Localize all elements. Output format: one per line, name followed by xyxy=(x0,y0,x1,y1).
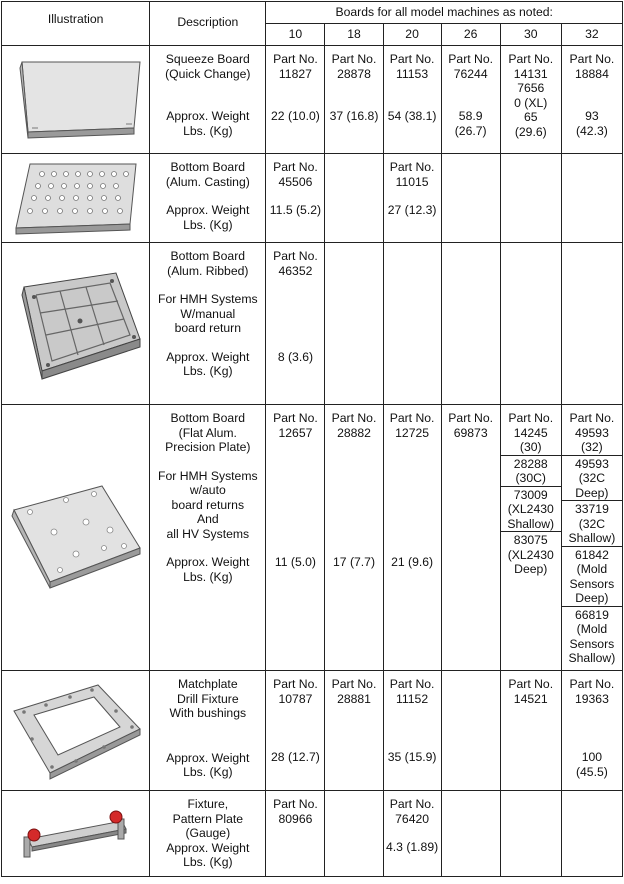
part-number: Part No. 46352 xyxy=(273,249,318,278)
description-cell xyxy=(150,405,266,671)
part-number: Part No. 14131 7656 0 (XL) xyxy=(508,52,554,110)
cell-model-32 xyxy=(561,405,622,671)
header-model-20: 20 xyxy=(383,24,441,46)
weight-value: 54 (38.1) xyxy=(387,109,437,123)
weight-value: 21 (9.6) xyxy=(391,555,434,569)
part-number: Part No. 28878 xyxy=(331,52,377,81)
illustration-cell xyxy=(2,791,150,877)
cell-model-30 xyxy=(500,243,561,405)
weight-value: 28 (12.7) xyxy=(271,750,320,764)
table-row xyxy=(2,243,623,405)
part-number: Part No. 76420 xyxy=(389,797,435,826)
illustration-cell xyxy=(2,46,150,154)
illustration-cell xyxy=(2,671,150,791)
cell-model-26 xyxy=(441,243,500,405)
part-number: Part No. 19363 xyxy=(569,677,615,706)
cell-model-18 xyxy=(325,46,383,154)
cell-model-10 xyxy=(266,671,325,791)
cell-model-32 xyxy=(561,671,622,791)
part-number: Part No. 80966 xyxy=(273,797,318,826)
header-model-26: 26 xyxy=(441,24,500,46)
weight-value: 93 (42.3) xyxy=(575,109,608,138)
pattern-plate-gauge-icon xyxy=(6,799,146,869)
system-note: For HMH Systems w/auto board returns And all HV Systems xyxy=(158,468,258,541)
sub-part: 28288 (30C) xyxy=(501,455,561,486)
cell-model-18 xyxy=(325,154,383,243)
squeeze-board-icon xyxy=(8,54,144,146)
cell-model-32 xyxy=(561,791,622,877)
header-boards-group: Boards for all model machines as noted: xyxy=(266,2,623,24)
cell-model-18 xyxy=(325,791,383,877)
part-number: Part No. 10787 xyxy=(273,677,318,706)
cell-model-20 xyxy=(383,154,441,243)
description-text: Squeeze Board (Quick Change) xyxy=(165,52,251,81)
part-number: Part No. 11153 xyxy=(389,52,435,81)
cell-model-32 xyxy=(561,154,622,243)
part-number: Part No. 69873 xyxy=(448,411,494,440)
weight-value: 8 (3.6) xyxy=(277,350,314,364)
weight-label: Approx. Weight Lbs. (Kg) xyxy=(166,203,250,232)
header-model-18: 18 xyxy=(325,24,383,46)
sub-part: 49593 (32C Deep) xyxy=(562,455,622,501)
weight-value: 4.3 (1.89) xyxy=(386,840,439,854)
table-row xyxy=(2,671,623,791)
system-note: For HMH Systems W/manual board return xyxy=(158,292,258,335)
sub-part: 83075 (XL2430 Deep) xyxy=(501,532,561,577)
illustration-cell xyxy=(2,154,150,243)
description-text: Matchplate Drill Fixture With bushings xyxy=(169,677,247,720)
part-number: Part No. 12657 xyxy=(273,411,318,440)
description-text: Bottom Board (Alum. Ribbed) xyxy=(167,249,249,278)
cell-model-30 xyxy=(500,405,561,671)
description-cell xyxy=(150,154,266,243)
sub-parts-30 xyxy=(501,410,561,577)
table-row xyxy=(2,154,623,243)
description-text: Bottom Board (Alum. Casting) xyxy=(165,160,250,189)
sub-part: 73009 (XL2430 Shallow) xyxy=(501,486,561,532)
cell-model-10 xyxy=(266,405,325,671)
cell-model-30 xyxy=(500,46,561,154)
weight-value: 22 (10.0) xyxy=(271,109,320,123)
header-description: Description xyxy=(150,2,266,46)
cell-model-10 xyxy=(266,154,325,243)
cell-model-18 xyxy=(325,405,383,671)
sub-parts-32 xyxy=(562,410,622,666)
header-illustration: Illustration xyxy=(2,2,150,46)
description-text: Bottom Board (Flat Alum. Precision Plate) xyxy=(165,411,251,454)
sub-part: 61842 (Mold Sensors Deep) xyxy=(562,546,622,606)
cell-model-26 xyxy=(441,46,500,154)
table-row xyxy=(2,46,623,154)
description-cell xyxy=(150,46,266,154)
cell-model-20 xyxy=(383,46,441,154)
cell-model-32 xyxy=(561,243,622,405)
weight-value: 58.9 (26.7) xyxy=(454,109,487,138)
table-row xyxy=(2,405,623,671)
description-cell xyxy=(150,243,266,405)
sub-part: 66819 (Mold Sensors Shallow) xyxy=(562,606,622,666)
cell-model-10 xyxy=(266,791,325,877)
sub-part: Part No. 14245 (30) xyxy=(508,411,554,454)
part-number: Part No. 12725 xyxy=(389,411,435,440)
sub-part: 33719 (32C Shallow) xyxy=(562,501,622,547)
cast-bottom-board-icon xyxy=(8,158,144,238)
cell-model-26 xyxy=(441,671,500,791)
weight-value: 11 (5.0) xyxy=(274,555,316,569)
description-cell xyxy=(150,791,266,877)
part-number: Part No. 45506 xyxy=(273,160,318,189)
cell-model-18 xyxy=(325,671,383,791)
cell-model-26 xyxy=(441,405,500,671)
weight-value: 11.5 (5.2) xyxy=(269,203,322,217)
part-number: Part No. 11015 xyxy=(389,160,435,189)
part-number: Part No. 18884 xyxy=(569,52,615,81)
cell-model-10 xyxy=(266,243,325,405)
sub-part: Part No. 49593 (32) xyxy=(569,411,615,454)
cell-model-30 xyxy=(500,154,561,243)
table-row xyxy=(2,791,623,877)
flat-precision-plate-icon xyxy=(6,478,146,598)
cell-model-30 xyxy=(500,671,561,791)
part-number: Part No. 76244 xyxy=(448,52,494,81)
header-model-32: 32 xyxy=(561,24,622,46)
cell-model-30 xyxy=(500,791,561,877)
matchplate-drill-fixture-icon xyxy=(6,681,146,781)
weight-value: 35 (15.9) xyxy=(387,750,437,764)
cell-model-18 xyxy=(325,243,383,405)
part-number: Part No. 11152 xyxy=(389,677,435,706)
cell-model-32 xyxy=(561,46,622,154)
ribbed-bottom-board-icon xyxy=(6,265,146,383)
weight-value: 100 (45.5) xyxy=(575,750,608,779)
cell-model-10 xyxy=(266,46,325,154)
cell-model-20 xyxy=(383,671,441,791)
cell-model-20 xyxy=(383,405,441,671)
weight-label: Approx. Weight Lbs. (Kg) xyxy=(166,109,250,138)
part-number: Part No. 28881 xyxy=(331,677,377,706)
boards-table xyxy=(1,1,623,877)
part-number: Part No. 28882 xyxy=(331,411,377,440)
weight-value: 37 (16.8) xyxy=(329,109,379,123)
weight-value: 27 (12.3) xyxy=(387,203,437,217)
weight-value: 65 (29.6) xyxy=(514,110,547,139)
cell-model-20 xyxy=(383,243,441,405)
weight-value: 17 (7.7) xyxy=(333,555,376,569)
weight-label: Approx. Weight Lbs. (Kg) xyxy=(166,840,250,869)
illustration-cell xyxy=(2,405,150,671)
cell-model-26 xyxy=(441,791,500,877)
part-number: Part No. 11827 xyxy=(273,52,318,81)
illustration-cell xyxy=(2,243,150,405)
header-model-30: 30 xyxy=(500,24,561,46)
part-number: Part No. 14521 xyxy=(508,677,554,706)
header-model-10: 10 xyxy=(266,24,325,46)
description-cell xyxy=(150,671,266,791)
description-text: Fixture, Pattern Plate (Gauge) xyxy=(172,797,244,840)
weight-label: Approx. Weight Lbs. (Kg) xyxy=(166,555,250,584)
cell-model-20 xyxy=(383,791,441,877)
weight-label: Approx. Weight Lbs. (Kg) xyxy=(166,349,250,378)
cell-model-26 xyxy=(441,154,500,243)
weight-label: Approx. Weight Lbs. (Kg) xyxy=(166,750,250,779)
